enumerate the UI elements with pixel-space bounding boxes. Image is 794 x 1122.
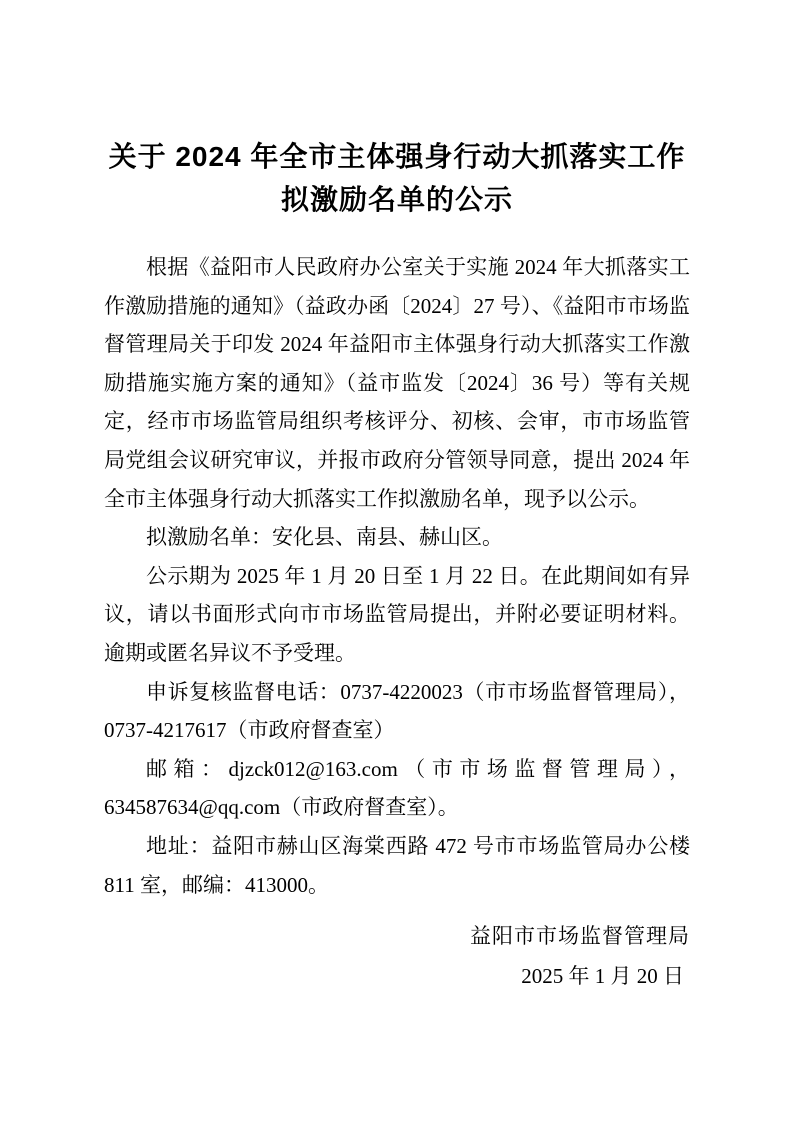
paragraph-email: 邮箱：djzck012@163.com（市市场监督管理局），634587634@qq.com（市政府督查室）。	[104, 756, 690, 820]
paragraph-publicity-period: 公示期为 2025 年 1 月 20 日至 1 月 22 日。在此期间如有异议，请以书面形式向市市场监管局提出，并附必要证明材料。逾期或匿名异议不予受理。	[104, 563, 690, 665]
paragraph-award-list: 拟激励名单：安化县、南县、赫山区。	[146, 525, 503, 550]
paragraph-supervision-phone: 申诉复核监督电话：0737-4220023（市市场监督管理局），0737-4217617（市政府督查室）	[104, 679, 690, 743]
signature-block	[104, 916, 690, 996]
document-title	[104, 135, 690, 221]
title-line-1: 关于 2024 年全市主体强身行动大抓落实工作	[108, 141, 686, 172]
issue-date: 2025 年 1 月 20 日	[521, 964, 684, 989]
title-line-2: 拟激励名单的公示	[280, 184, 513, 215]
paragraph-address: 地址：益阳市赫山区海棠西路 472 号市市场监管局办公楼 811 室，邮编：413000。	[104, 833, 690, 897]
issuer-name: 益阳市市场监督管理局	[470, 924, 690, 949]
document-body	[104, 248, 690, 904]
paragraph-legal-basis: 根据《益阳市人民政府办公室关于实施 2024 年大抓落实工作激励措施的通知》（益政办函〔2024〕27 号）、《益阳市市场监督管理局关于印发 2024 年益阳市主体强身行动大抓落实工作激励措施实施方案的通知》（益市监发〔2024〕36 号）等有关规定，经市市场监管局组织考核评分、初核、会审，市市场监管局党组会议研究审议，并报市政府分管领导同意，提出 2024 年全市主体强身行动大抓落实工作拟激励名单，现予以公示。	[104, 255, 690, 511]
